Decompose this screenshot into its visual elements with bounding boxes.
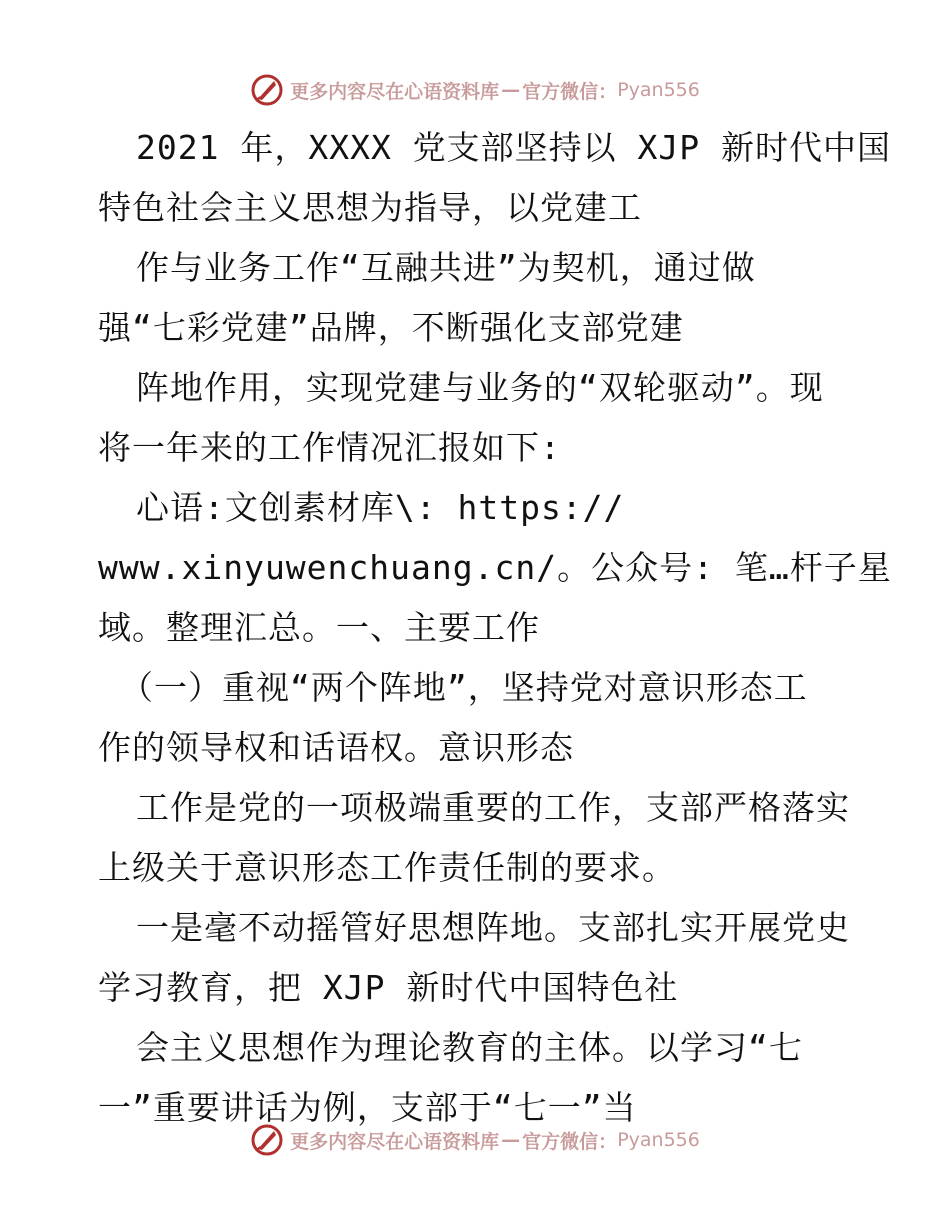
body-line: www.xinyuwenchuang.cn/。公众号: 笔…杆子星 (98, 548, 892, 587)
header-watermark (0, 70, 950, 110)
quill-logo-icon (250, 73, 284, 107)
watermark-dash: — (501, 1129, 521, 1151)
body-line: 工作是党的一项极端重要的工作，支部严格落实 (136, 788, 850, 827)
body-line: 2021 年，XXXX 党支部坚持以 XJP 新时代中国 (136, 128, 892, 167)
body-line: （一）重视“两个阵地”，坚持党对意识形态工 (120, 668, 808, 707)
body-line: 域。整理汇总。一、主要工作 (98, 608, 540, 647)
body-line: 心语:文创素材库\: https:// (136, 488, 625, 527)
body-line: 将一年来的工作情况汇报如下: (98, 428, 561, 467)
body-line: 一”重要讲话为例，支部于“七一”当 (98, 1088, 637, 1127)
watermark-official-label: 官方微信： (522, 80, 618, 103)
body-line: 学习教育，把 XJP 新时代中国特色社 (98, 968, 679, 1007)
footer-watermark (0, 1120, 950, 1160)
body-line: 作与业务工作“互融共进”为契机，通过做 (136, 248, 756, 287)
watermark-dash: — (501, 79, 521, 101)
body-line: 阵地作用，实现党建与业务的“双轮驱动”。现 (136, 368, 824, 407)
body-line: 作的领导权和话语权。意识形态 (98, 728, 574, 767)
body-line: 上级关于意识形态工作责任制的要求。 (98, 848, 676, 887)
watermark-wechat-id: Pyan556 (617, 1129, 700, 1151)
watermark-wechat-id: Pyan556 (617, 79, 700, 101)
body-line: 会主义思想作为理论教育的主体。以学习“七 (136, 1028, 803, 1067)
body-line: 强“七彩党建”品牌，不断强化支部党建 (98, 308, 684, 347)
watermark-official-label: 官方微信： (522, 1130, 618, 1153)
body-line: 一是毫不动摇管好思想阵地。支部扎实开展党史 (136, 908, 850, 947)
watermark-main-text: 更多内容尽在心语资料库 (290, 80, 500, 103)
quill-logo-icon (250, 1123, 284, 1157)
body-line: 特色社会主义思想为指导，以党建工 (98, 188, 642, 227)
watermark-main-text: 更多内容尽在心语资料库 (290, 1130, 500, 1153)
document-body (98, 118, 892, 1138)
